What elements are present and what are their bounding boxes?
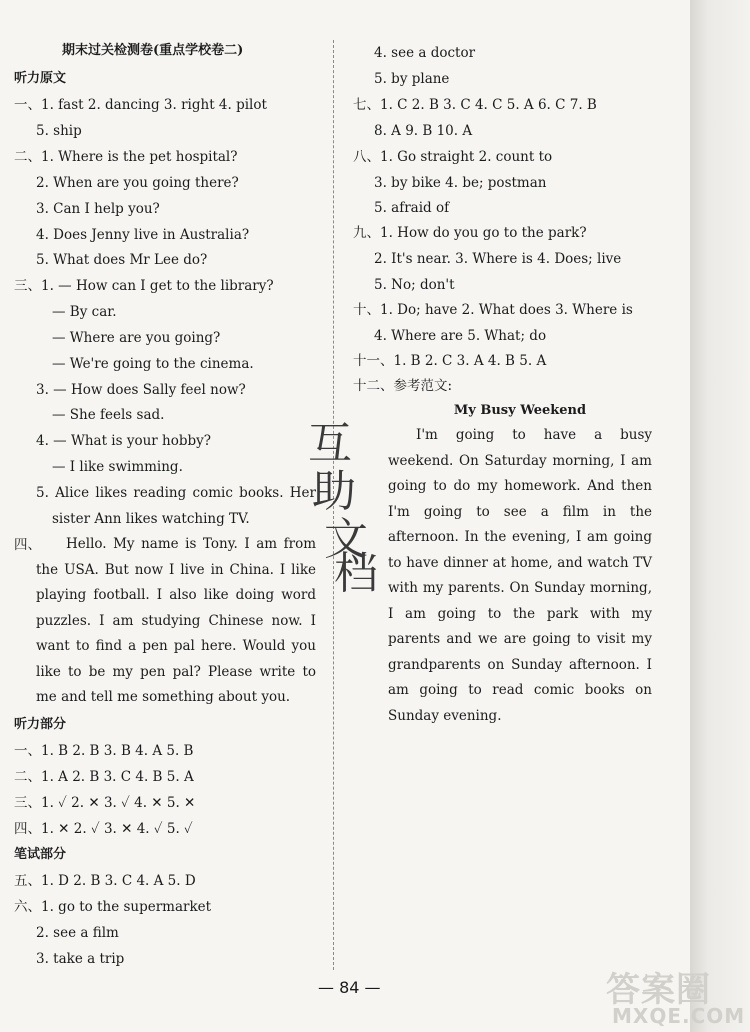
answer-line: 3. take a trip — [36, 951, 125, 967]
watermark-logo: 答案圈 — [606, 970, 711, 1010]
section-listening-part: 听力部分 — [14, 717, 67, 732]
section-written-part: 笔试部分 — [14, 847, 67, 862]
answer-line: 一、1. fast 2. dancing 3. right 4. pilot — [14, 97, 267, 113]
answer-line: 三、1. — How can I get to the library? — [14, 278, 274, 294]
answer-line: — By car. — [52, 304, 117, 320]
handwriting-char: 档 — [334, 548, 378, 599]
answer-line: — I like swimming. — [52, 459, 183, 475]
answer-line: 5. No; don't — [374, 277, 455, 293]
answer-line: 2. see a film — [36, 925, 119, 941]
answer-line: 3. Can I help you? — [36, 201, 160, 217]
answer-line: 三、1. ✓ 2. ✕ 3. ✓ 4. ✕ 5. ✕ — [14, 795, 196, 811]
answer-line: 5. Alice likes reading comic books. Her — [36, 485, 316, 501]
answer-line: 4. Where are 5. What; do — [374, 328, 547, 344]
essay-title: My Busy Weekend — [453, 403, 587, 418]
handwriting-char: 文 — [324, 514, 368, 565]
answer-line: 四、1. ✕ 2. ✓ 3. ✕ 4. ✓ 5. ✓ — [14, 821, 193, 837]
answer-line: 二、1. A 2. B 3. C 4. B 5. A — [14, 769, 194, 785]
answer-line: 4. Does Jenny live in Australia? — [36, 227, 250, 243]
handwriting-char: 互 — [308, 418, 352, 469]
answer-line: — We're going to the cinema. — [52, 356, 254, 372]
essay-body: I'm going to have a busy weekend. On Saturday morning, I am going to do my homework. And then I'm going to see a film in the afternoon. In the evening, I am going to have dinner at home, and watch TV with my parents. On Sunday morning, I am going to the park with my parents and we are going to visit my grandparents on Sunday afternoon. I am going to read comic books on Sunday evening. — [388, 427, 652, 724]
answer-line: 5. ship — [36, 123, 82, 139]
answer-line: — She feels sad. — [52, 407, 165, 423]
answer-line: 八、1. Go straight 2. count to — [353, 149, 553, 165]
page-edge-shadow — [690, 0, 750, 1032]
answer-line: 九、1. How do you go to the park? — [353, 225, 587, 241]
answer-line: 一、1. B 2. B 3. B 4. A 5. B — [14, 743, 194, 759]
handwriting-char: 助 — [312, 466, 356, 517]
answer-line: 5. afraid of — [374, 200, 450, 216]
answer-line: 五、1. D 2. B 3. C 4. A 5. D — [14, 873, 196, 889]
answer-line: 5. by plane — [374, 71, 450, 87]
page-heading: 期末过关检测卷(重点学校卷二) — [62, 43, 244, 58]
answer-line: 5. What does Mr Lee do? — [36, 252, 208, 268]
answer-line: 4. see a doctor — [374, 45, 476, 61]
answer-line: 3. by bike 4. be; postman — [374, 175, 547, 191]
answer-line: 七、1. C 2. B 3. C 4. C 5. A 6. C 7. B — [353, 97, 597, 113]
section-listening-script: 听力原文 — [14, 71, 67, 86]
section-four-label: 四、 — [14, 537, 41, 553]
answer-line: 2. When are you going there? — [36, 175, 239, 191]
answer-line: 十、1. Do; have 2. What does 3. Where is — [353, 302, 633, 318]
answer-line: — Where are you going? — [52, 330, 221, 346]
answer-line: 二、1. Where is the pet hospital? — [14, 149, 238, 165]
answer-line: 六、1. go to the supermarket — [14, 899, 212, 915]
answer-line: 十一、1. B 2. C 3. A 4. B 5. A — [353, 353, 547, 369]
page-number: — 84 — — [318, 978, 381, 997]
listening-passage: Hello. My name is Tony. I am from the USA. But now I live in China. I like playing football. I also like doing word puzzles. I am studying Chinese now. I want to find a pen pal here. Would you like to be my pen pal? Please write to me and tell me something about you. — [36, 536, 316, 705]
answer-line: 8. A 9. B 10. A — [374, 123, 473, 139]
answer-line: sister Ann likes watching TV. — [52, 511, 250, 527]
answer-line: 2. It's near. 3. Where is 4. Does; live — [374, 251, 622, 267]
answer-line: 十二、参考范文: — [353, 378, 453, 394]
watermark-url: MXQE.COM — [612, 1004, 746, 1028]
answer-line: 4. — What is your hobby? — [36, 433, 211, 449]
answer-line: 3. — How does Sally feel now? — [36, 382, 246, 398]
